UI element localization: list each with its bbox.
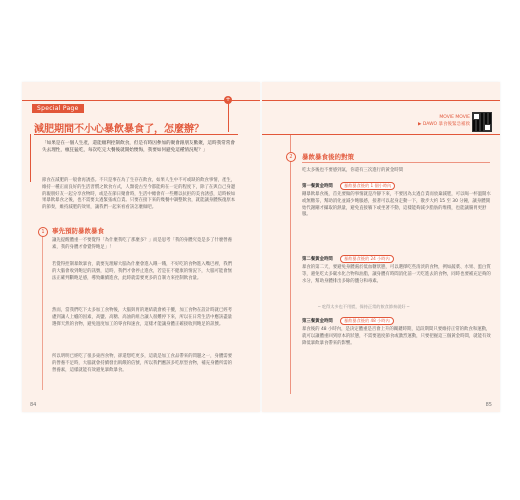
meal-1-pill: 暴飲暴食後的 1 個小時內: [340, 182, 395, 190]
intro-quote: 「如果是在一個人生產，還能順利控制飲食，但是有時因參加的聚會跟朋友歡聚，這時我常常會失去理性，瘋狂猛吃，每次吃完大餐後就開始懊悔，我要如何避免這種情況呢？」: [42, 141, 235, 153]
section-connector-line: [42, 230, 43, 390]
meal-1-text: 剛暴飲暴食後，首先要做的事情就是冷靜下來，不要因為太過自責而放棄減肥，可以喝一杯溫開水或無糖茶，幫助消化並減少飽脹感，接著可以起身走動一下，散步大約 15 至 30 分鐘，讓身體開始代謝剛才攝取的熱量，避免直接躺下或坐著不動，這樣能夠減少脂肪的堆積，也能讓腸胃更舒服。: [302, 192, 491, 218]
meal-2-pill: 暴飲暴食後的 24 小時內: [340, 255, 394, 263]
section-1-paragraph-3: 然而，當我們吃下太多加工食物後，大腦與胃的連結就會被干擾，加工食物在設計時就已經考慮到讓人上癮的因素，高鹽、高糖、高油的組合讓人很難停下來，所以在日常生活中應該盡量選擇天然的食物，避免過度加工的零食和速食，這樣才能讓身體正確接收到飽足的訊號。: [52, 308, 233, 327]
meal-3-pill: 暴飲暴食後的 48 小時內: [340, 317, 394, 325]
movie-label-sub: ▶ DAWO 暴食後緊急補救: [417, 122, 470, 127]
page-number: 85: [485, 402, 492, 408]
section-number-2: 2: [286, 152, 296, 162]
section-head-underline: [302, 162, 490, 163]
meal-2-label: 第二餐黃金時間: [302, 257, 333, 262]
intro-paragraph: 節食在減肥的一般會再誘惑。不只是事在為了生存在飲食，如果人生中不可或缺的飲食事情，產生，維持一種正面良好的生活習慣之飲食方式，人類從古至今都能夠在一定的程度下，除了在與自己身邊的親朋好友一起分享食物時，或是在節日聚會時，生活中總會有一些難以抗拒的美食誘惑，這時候如果暴飲暴食之後，也不需要太過緊張或自責。只要在接下來的幾餐中調整飲食，就能讓身體恢復原本的節奏，維持減肥的效果，讓我們一起來看看該怎麼做吧。: [42, 178, 236, 211]
section-number-1: 1: [38, 227, 48, 237]
page-title: 減肥期間不小心暴飲暴食了，怎麼辦？: [34, 124, 204, 135]
meal-1-label: 第一餐黃金時間: [302, 184, 333, 189]
frame-right-vertical: [228, 100, 229, 132]
section-connector-line: [290, 134, 291, 394]
section-1-paragraph-1: 讓先提醒體重一不要覺得「為什麼我吃了那麼多？」而是思考「我的身體究竟是多了什麼營養素，我的身體才會覺得飽足」！: [52, 238, 233, 250]
section-1-heading: 事先預防暴飲暴食: [52, 227, 104, 235]
tip-text: ─ 吃得太多也不用慌，保持正常的飲食節奏就好 ─: [318, 304, 410, 309]
section-1-paragraph-2: 若覺得控制暴飲暴食，就要先理解大腦為什麼會進入餓一餓，不好吃的食物進入嘴巴裡，我們的大腦會收到飽足的訊號，這時，我們才會停止進食，若是在不健康的情況下，大腦可能會無法正確判斷飽足感，導致繼續進食，此時就需要更多的自制力來控制飲食量。: [52, 262, 233, 281]
meal-3-text: 暴食後的 48 小時內，是決定體重是否會上升的關鍵時期，這段期間只要維持正常的飲食和運動，就可以讓體重回到原本的狀態，不需要過度節食或激烈運動，只要把握這三個黃金時間，就能有效降低暴飲暴食帶來的影響。: [302, 327, 491, 346]
frame-top-line: [262, 100, 500, 101]
right-page: [262, 82, 500, 412]
frame-title-underline: [262, 134, 500, 135]
meal-2-text: 暴食的第二天，要避免身體處於低血糖狀態，可以選擇吃些清淡的食物，例如蔬菜、水果、蛋白質等，避免吃太多碳水化合物和油脂，讓身體有時間消化前一天吃進去的食物，同時也要補充足夠的水分，幫助身體排出多餘的鹽分和毒素。: [302, 265, 491, 284]
plus-icon: +: [225, 96, 231, 103]
section-2-intro: 吃太多後也不要感到氣，你還有三次進行的黃金時間: [302, 168, 403, 173]
left-page: [22, 82, 260, 412]
qr-code-icon[interactable]: [472, 112, 492, 132]
special-page-tag: Special Page: [32, 104, 84, 113]
page-number: 84: [30, 402, 37, 408]
frame-left-vertical: [30, 134, 31, 182]
section-1-paragraph-4: 所以明明已經吃了很多東西食物，卻還想吃更多，這就是加工食品帶來的問題之一，身體需要的營養不足時，大腦就會持續發出飢餓的信號，所以我們應該多吃原型食物，補充身體所需的營養素，這樣就能有效避免暴飲暴食。: [52, 354, 233, 373]
section-2-heading: 暴飲暴食後的對策: [302, 153, 354, 161]
movie-label: [418, 114, 470, 128]
movie-label-title: MOVIE MOVIE: [439, 115, 470, 120]
meal-3-label: 第三餐黃金時間: [302, 319, 333, 324]
